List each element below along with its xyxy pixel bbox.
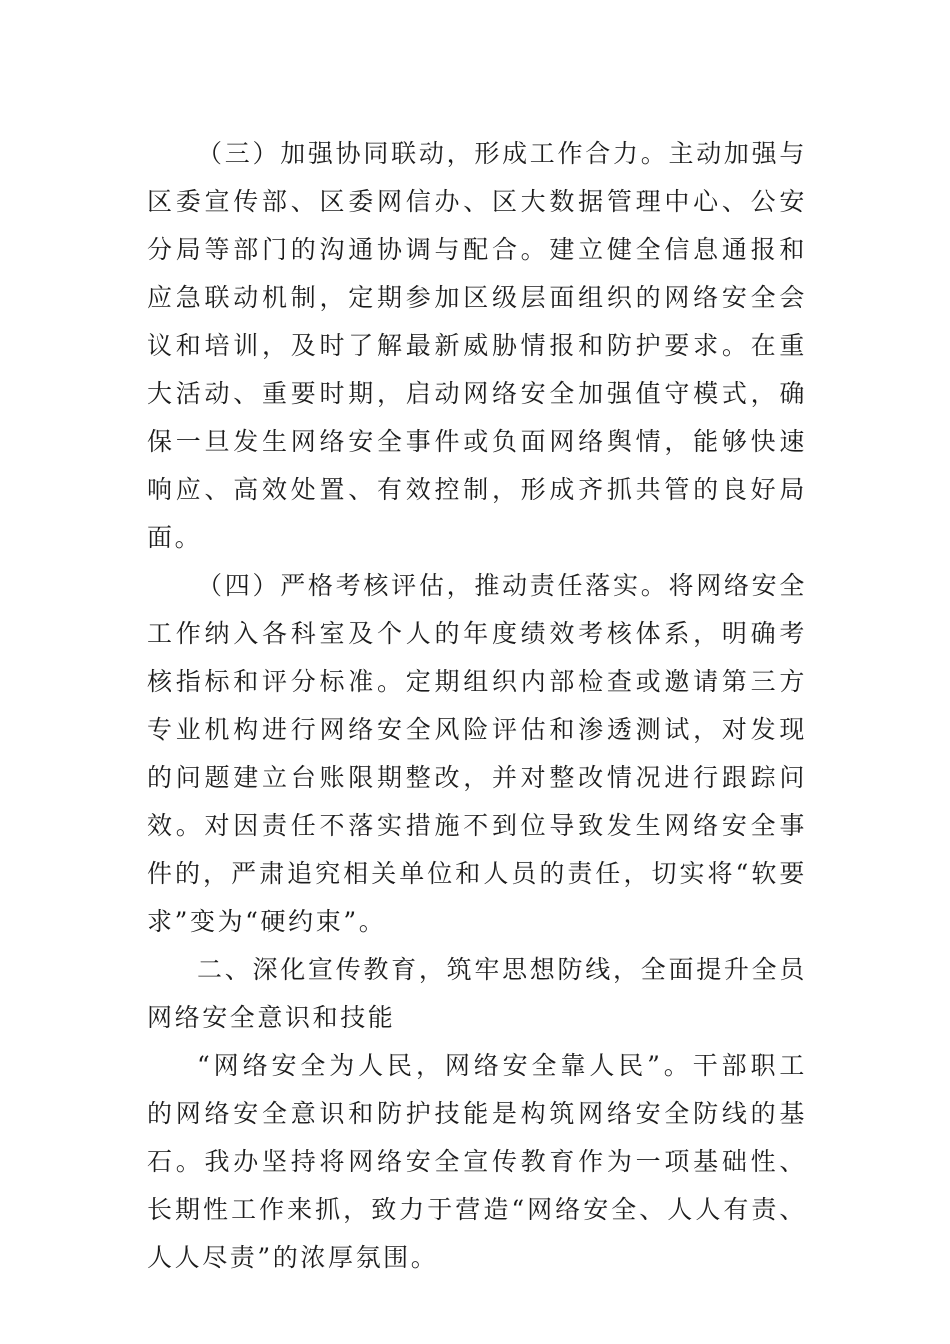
paragraph-section-three: （三）加强协同联动，形成工作合力。主动加强与区委宣传部、区委网信办、区大数据管理中心、公安分局等部门的沟通协调与配合。建立健全信息通报和应急联动机制，定期参加区级层面组织的网络安全会议和培训，及时了解最新威胁情报和防护要求。在重大活动、重要时期，启动网络安全加强值守模式，确保一旦发生网络安全事件或负面网络舆情，能够快速响应、高效处置、有效控制，形成齐抓共管的良好局面。 [147,139,807,552]
paragraph-section-four: （四）严格考核评估，推动责任落实。将网络安全工作纳入各科室及个人的年度绩效考核体系，明确考核指标和评分标准。定期组织内部检查或邀请第三方专业机构进行网络安全风险评估和渗透测试，对发现的问题建立台账限期整改，并对整改情况进行跟踪问效。对因责任不落实措施不到位导致发生网络安全事件的，严肃追究相关单位和人员的责任，切实将“软要求”变为“硬约束”。 [147,571,807,936]
heading-part-two: 二、深化宣传教育，筑牢思想防线，全面提升全员网络安全意识和技能 [147,955,807,1032]
document-body [147,130,807,1282]
paragraph-part-two-intro: “网络安全为人民，网络安全靠人民”。干部职工的网络安全意识和防护技能是构筑网络安全防线的基石。我办坚持将网络安全宣传教育作为一项基础性、长期性工作来抓，致力于营造“网络安全、人人有责、人人尽责”的浓厚氛围。 [147,1051,807,1272]
